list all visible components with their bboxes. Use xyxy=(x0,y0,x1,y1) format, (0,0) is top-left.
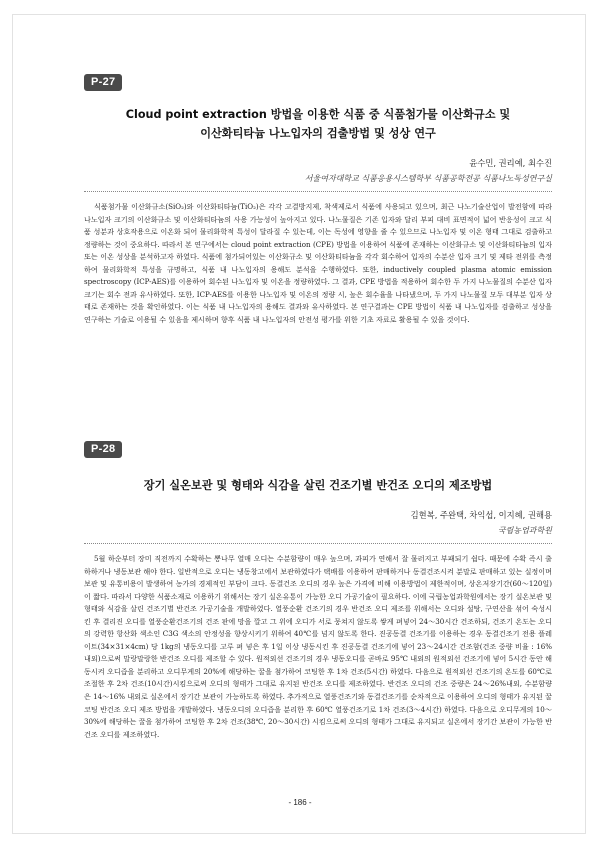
abstract-body xyxy=(84,553,552,741)
abstract-title-line2: 이산화티타늄 나노입자의 검출방법 및 성상 연구 xyxy=(200,127,436,140)
abstract-tag: P-28 xyxy=(84,441,122,458)
abstract-p27 xyxy=(84,70,552,326)
affiliation: 국립농업과학원 xyxy=(84,525,552,544)
affiliation: 서울여자대학교 식품응용시스템학부 식품공학전공 식품나노독성연구실 xyxy=(84,173,552,192)
abstract-paragraph: 식품첨가물 이산화규소(SiO₂)와 이산화티타늄(TiO₂)은 각각 고결방지제, 착색제로서 식품에 사용되고 있으며, 최근 나노기술산업이 발전함에 따라 나노입자 크기의 이산화규소 및 이산화티타늄의 사용 가능성이 높아지고 있다. 나노물질은 기존 입자와 달리 부피 대비 표면적이 넓어 반응성이 크고 식품 성분과 상호작용으로 이온화 되어 물리화학적 특성이 달라질 수 있는데, 이는 독성에 영향을 줄 수 있으므로 나노입자 및 이온 형태 그대로 검출하고 정량하는 것이 중요하다. 따라서 본 연구에서는 cloud point extraction (CPE) 방법을 이용하여 식품에 존재하는 이산화규소 및 이산화티타늄의 입자 또는 이온 성상을 분석하고자 하였다. 식품에 첨가되어있는 이산화규소 및 이산화티타늄을 각각 회수하여 입자의 수분산 입자 크기 및 제타 전위를 측정하여 물리화학적 특성을 규명하고, 식품 내 나노입자의 용해도 분석을 수행하였다. 또한, inductively coupled plasma atomic emission spectroscopy (ICP-AES)를 이용하여 회수된 나노입자 및 이온을 정량하였다. 그 결과, CPE 방법을 적용하여 회수한 두 가지 나노물질의 수분산 입자 크기는 회수 전과 유사하였다. 또한, ICP-AES를 이용한 나노입자 및 이온의 정량 시, 높은 회수율을 나타냈으며, 두 가지 나노물질 모두 대부분 입자 상태로 존재하는 것을 확인하였다. 이는 식품 내 나노입자의 용해도 결과와 유사하였다. 본 연구결과는 CPE 방법이 식품 내 나노입자를 검출하고 성상을 연구하는 기술로 이용될 수 있음을 제시하며 향후 식품 내 나노입자의 안전성 평가를 위한 기초 자료로 활용될 수 있을 것이다. xyxy=(84,202,552,324)
abstract-p28 xyxy=(84,437,552,741)
page-number: - 186 - xyxy=(288,798,312,807)
author-list: 김현복, 주완택, 차익섭, 이지혜, 권해용 xyxy=(410,510,552,520)
abstract-body xyxy=(84,201,552,326)
abstract-paragraph: 5월 하순부터 장미 직전까지 수확하는 뽕나무 열매 오디는 수분함량이 매우 높으며, 과피가 연해서 잘 물러지고 부패되기 쉽다. 때문에 수확 즉시 출하하거나 냉동보관 해야 한다. 일반적으로 오디는 냉동창고에서 보관하였다가 택배를 이용하여 판매하거나 동결건조시켜 분말로 판매하고 있는 실정이며 보관 및 유통비용이 발생하여 농가의 경제적인 부담이 크다. 동결건조 오디의 경우 높은 가격에 비해 이용방법이 제한적이며, 상온저장기간(60～120일)이 짧다. 따라서 다양한 식품소재로 이용하기 위해서는 장기 실온유통이 가능한 오디 가공기술이 필요하다. 이에 국립농업과학원에서는 장기 실온보관 및 형태와 식감을 살린 건조기별 반건조 가공기술을 개발하였다. 열풍순환 건조기의 경우 반건조 오디 제조를 위해서는 오디와 설탕, 구연산을 섞어 숙성시킨 후 결리진 오디를 열풍순환건조기의 건조 판에 망을 깔고 그 위에 오디가 서로 뭉쳐지 않도록 쌓게 펴넣어 24～30시간 건조하되, 건조기 온도는 오디의 강력한 항산화 색소인 C3G 색소의 안정성을 향상시키기 위하여 40℃를 넘지 않도록 한다. 진공동결 건조기를 이용하는 경우 동결건조기 전용 플레이트(34×31×4cm) 당 1kg의 냉동오디를 고루 펴 넣은 후 1일 이상 냉동시킨 후 진공동결 건조기에 넣어 23～24시간 건조함(건조 중량 비율 : 16% 내외)으로써 말랑말랑한 반건조 오디를 제조할 수 있다. 원적외선 건조기의 경우 냉동오디를 곧바로 95℃ 내외의 원적외선 건조기에 넣어 5시간 동안 해동시켜 오디즙을 분리하고 오디무게의 20%에 해당하는 꿀을 첨가하여 코팅한 후 1차 건조(5시간) 하였다. 다음으로 원적외선 건조기의 온도를 60℃로 조절한 후 2차 건조(10시간)시킴으로써 오디의 형태가 그대로 유지된 반건조 오디를 제조하였다. 반건조 오디의 건조 중량은 24～26%내외, 수분함량은 14～16% 내외로 실온에서 장기간 보관이 가능하도록 하였다. 추가적으로 열풍건조기와 동결건조기를 순차적으로 이용하여 오디의 형태가 유지된 꿀코팅 반건조 오디 제조 방법을 개발하였다. 냉동오디의 오디즙을 분리한 후 60℃ 열풍건조기로 1차 건조(3～4시간) 하였다. 다음으로 오디무게의 10～30%에 해당하는 꿀을 첨가하여 코팅한 후 2차 건조(38℃, 20～30시간) 시킴으로써 오디의 형태가 그대로 유지되고 실온에서 장기간 보관이 가능한 반건조 오디를 제조하였다. xyxy=(84,554,553,739)
abstract-title-line1: 장기 실온보관 및 형태와 식감을 살린 건조기별 반건조 오디의 제조방법 xyxy=(143,479,493,492)
author-list: 윤수민, 권리예, 최수진 xyxy=(469,158,552,168)
abstract-tag: P-27 xyxy=(84,74,122,91)
abstract-title-line1: Cloud point extraction 방법을 이용한 식품 중 식품첨가물 이산화규소 및 xyxy=(125,108,511,121)
